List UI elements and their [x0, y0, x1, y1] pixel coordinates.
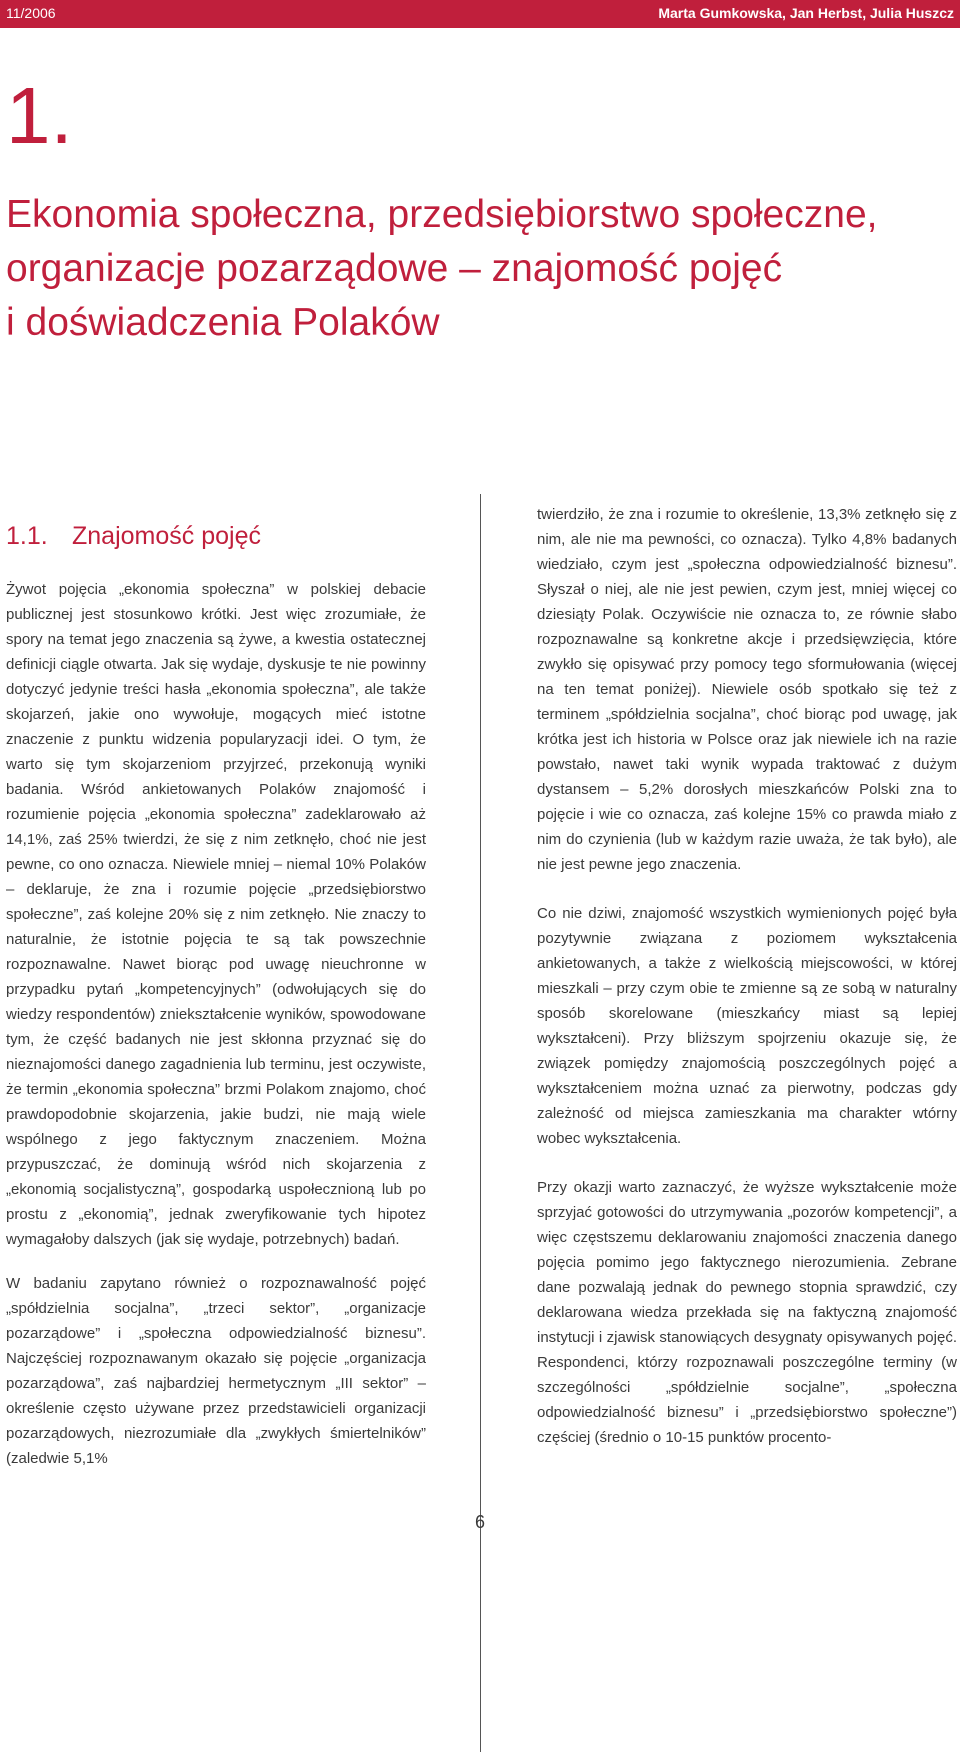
- section-title: Znajomość pojęć: [72, 522, 261, 550]
- chapter-number: 1.: [6, 71, 73, 160]
- chapter-title: [6, 188, 877, 350]
- chapter-title-line: i doświadczenia Polaków: [6, 301, 440, 344]
- section-number: 1.1.: [6, 522, 48, 550]
- paragraph: Co nie dziwi, znajomość wszystkich wymienionych pojęć była pozytywnie związana z poziomem wykształcenia ankietowanych, a także z wielkością miejscowości, w której mieszkali – przy czym obie te zmienne są ze sobą w naturalny sposób skorelowane (mieszkańcy miast są lepiej wykształceni). Przy bliższym spojrzeniu okazuje się, że związek pomiędzy znajomością poszczególnych pojęć a wykształceniem można uznać za pierwotny, podczas gdy zależność od miejsca zamieszkania ma charakter wtórny wobec wykształcenia.: [537, 905, 957, 1147]
- left-column: [6, 577, 426, 1471]
- header-bar: [0, 0, 960, 28]
- paragraph: W badaniu zapytano również o rozpoznawalność pojęć „spółdzielnia socjalna”, „trzeci sektor”, „organizacje pozarządowe” i „społeczna odpowiedzialność biznesu”. Najczęściej rozpoznawanym okazało się pojęcie „organizacja pozarządowa”, zaś najbardziej hermetycznym „III sektor” – określenie często używane przez przedstawicieli organizacji pozarządowych, niezrozumiałe dla „zwykłych śmiertelników” (zaledwie 5,1%: [6, 1275, 426, 1467]
- column-divider: [480, 494, 481, 1752]
- right-column: [537, 502, 957, 1450]
- paragraph: Żywot pojęcia „ekonomia społeczna” w polskiej debacie publicznej jest stosunkowo krótki. Jest więc zrozumiałe, że spory na temat jego znaczenia są żywe, a kwestia ostatecznej definicji ciągle otwarta. Jak się wydaje, dyskusje te nie powinny dotyczyć jedynie treści hasła „ekonomia społeczna”, ale także skojarzeń, jakie ono wywołuje, mogących mieć istotne znaczenie z punktu widzenia popularyzacji idei. O tym, że warto się tym skojarzeniom przyjrzeć, przekonują wyniki badania. Wśród ankietowanych Polaków znajomość i rozumienie pojęcia „ekonomia społeczna” zadeklarowało aż 14,1%, zaś 25% twierdzi, że się z nim zetknęło, choć nie jest pewne, co ono oznacza. Niewiele mniej – niemal 10% Polaków – deklaruje, że zna i rozumie pojęcie „przedsiębiorstwo społeczne”, zaś kolejne 20% się z nim zetknęło. Nie znaczy to naturalnie, że istotnie pojęcia te są tak powszechnie rozpoznawalne. Nawet biorąc pod uwagę nieuchronne w przypadku pytań „kompetencyjnych” (odwołujących się do wiedzy respondentów) zniekształcenie wyników, spowodowane tym, że część badanych nie jest skłonna przyznać się do nieznajomości danego zagadnienia lub terminu, jest oczywiste, że termin „ekonomia społeczna” brzmi Polakom znajomo, choć prawdopodobnie skojarzenia, jakie budzi, nie mają wiele wspólnego z jego faktycznym znaczeniem. Można przypuszczać, że dominują wśród nich skojarzenia z „ekonomią socjalistyczną”, gospodarką uspołecznioną lub po prostu z „ekonomią”, jednak zweryfikowanie tych hipotez wymagałoby dalszych (jak się wydaje, potrzebnych) badań.: [6, 581, 426, 1248]
- paragraph: twierdziło, że zna i rozumie to określenie, 13,3% zetknęło się z nim, ale nie ma pewności, co oznacza). Tylko 4,8% badanych wiedziało, czym jest „społeczna odpowiedzialność biznesu”. Słyszał o niej, ale nie jest pewien, czym jest, mniej więcej co dziesiąty Polak. Oczywiście nie oznacza to, ze równie słabo rozpoznawalne są konkretne akcje i przedsięwzięcia, które zwykło się opisywać przy pomocy tego sformułowania (więcej na ten temat poniżej). Niewiele osób spotkało się też z terminem „spółdzielnia socjalna”, choć biorąc pod uwagę, jak krótka jest ich historia w Polsce oraz jak niewiele ich na razie powstało, nawet taki wynik wypada traktować z dużym dystansem – 5,2% dorosłych mieszkańców Polski zna to pojęcie i wie co oznacza, zaś kolejne 15% co prawda miało z nim do czynienia (lub w każdym razie uważa, że tak było), ale nie jest pewne jego znaczenia.: [537, 506, 957, 873]
- issue-number: 11/2006: [6, 5, 56, 21]
- authors: Marta Gumkowska, Jan Herbst, Julia Huszcz: [658, 5, 954, 21]
- page-number: 6: [474, 1512, 485, 1532]
- chapter-title-line: Ekonomia społeczna, przedsiębiorstwo społeczne,: [6, 193, 878, 236]
- paragraph: Przy okazji warto zaznaczyć, że wyższe wykształcenie może sprzyjać gotowości do utrzymywania „pozorów kompetencji”, a więc częstszemu deklarowaniu znajomości znaczenia danego pojęcia pomimo jego faktycznego nierozumienia. Zebrane dane pozwalają jednak do pewnego stopnia sprawdzić, czy deklarowana wiedza przekłada się na faktyczną znajomość instytucji i zjawisk stanowiących desygnaty opisywanych pojęć. Respondenci, którzy rozpoznawali poszczególne terminy (w szczególności „spółdzielnie socjalne”, „społeczna odpowiedzialność biznesu” i „przedsiębiorstwo społeczne”) częściej (średnio o 10-15 punktów procento-: [537, 1179, 957, 1446]
- section-heading: [6, 520, 261, 552]
- chapter-title-line: organizacje pozarządowe – znajomość pojęć: [6, 247, 783, 290]
